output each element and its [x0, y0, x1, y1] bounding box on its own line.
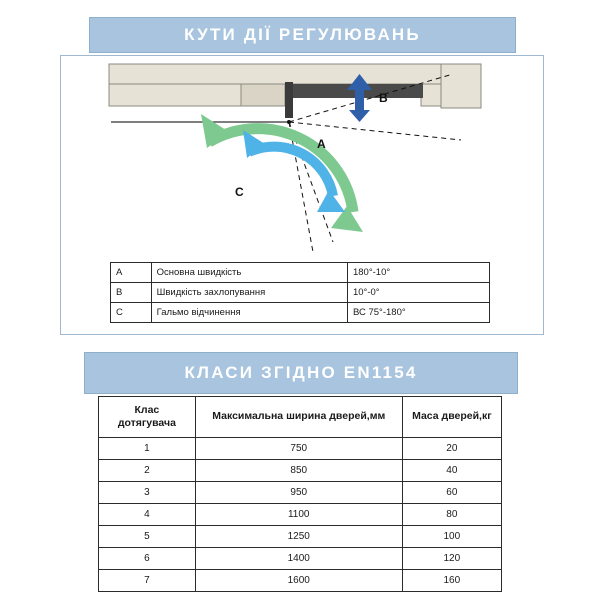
header-banner-classes: [84, 352, 518, 394]
label-a: A: [317, 137, 326, 151]
legend-value: 180°-10°: [347, 263, 489, 283]
cell-class: 7: [99, 570, 196, 592]
legend-table: [110, 262, 490, 323]
cell-mass: 60: [402, 482, 501, 504]
label-b: B: [379, 91, 388, 105]
table-row: [99, 438, 502, 460]
table-row: [99, 548, 502, 570]
cell-width: 950: [195, 482, 402, 504]
legend-key: A: [111, 263, 152, 283]
column-header-class-line1: Клас: [134, 403, 160, 416]
legend-key: B: [111, 283, 152, 303]
cell-mass: 100: [402, 526, 501, 548]
cell-width: 1250: [195, 526, 402, 548]
table-row: [99, 460, 502, 482]
table-row: [99, 526, 502, 548]
cell-width: 750: [195, 438, 402, 460]
cell-class: 6: [99, 548, 196, 570]
cell-width: 1400: [195, 548, 402, 570]
header-banner-angles-text: КУТИ ДІЇ РЕГУЛЮВАНЬ: [184, 25, 421, 44]
cell-width: 1600: [195, 570, 402, 592]
cell-class: 2: [99, 460, 196, 482]
column-header-width: Максимальна ширина дверей,мм: [195, 397, 402, 438]
table-row: [99, 482, 502, 504]
header-banner-classes-text: КЛАСИ ЗГІДНО EN1154: [184, 363, 418, 382]
table-row: [99, 570, 502, 592]
cell-mass: 20: [402, 438, 501, 460]
table-row: [111, 303, 490, 323]
table-row: [111, 283, 490, 303]
header-banner-angles: [89, 17, 516, 53]
table-row: [111, 263, 490, 283]
label-c: C: [235, 185, 244, 199]
cell-mass: 160: [402, 570, 501, 592]
cell-class: 5: [99, 526, 196, 548]
cell-mass: 40: [402, 460, 501, 482]
cell-width: 1100: [195, 504, 402, 526]
cell-width: 850: [195, 460, 402, 482]
cell-class: 3: [99, 482, 196, 504]
legend-desc: Основна швидкість: [151, 263, 347, 283]
table-row: [99, 504, 502, 526]
column-header-class: [99, 397, 196, 438]
column-header-class-line2: дотягувача: [117, 417, 176, 429]
cell-mass: 120: [402, 548, 501, 570]
arrow-a-head-bottom: [317, 190, 345, 212]
classes-table: [98, 396, 502, 592]
legend-key: C: [111, 303, 152, 323]
legend-desc: Швидкість захлопування: [151, 283, 347, 303]
cell-class: 1: [99, 438, 196, 460]
column-header-mass: Маса дверей,кг: [402, 397, 501, 438]
legend-value: 10°-0°: [347, 283, 489, 303]
cell-class: 4: [99, 504, 196, 526]
table-header-row: [99, 397, 502, 438]
legend-desc: Гальмо відчинення: [151, 303, 347, 323]
legend-value: ВС 75°-180°: [347, 303, 489, 323]
cell-mass: 80: [402, 504, 501, 526]
